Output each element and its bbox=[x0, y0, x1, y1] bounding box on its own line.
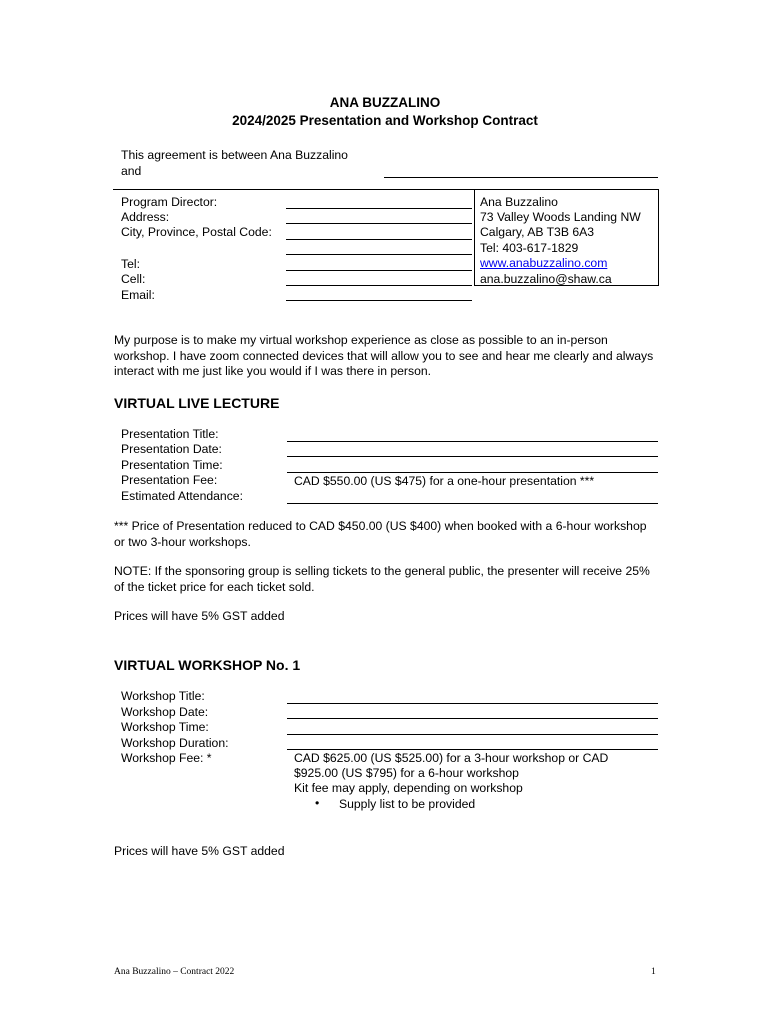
presentation-date-field[interactable] bbox=[287, 456, 658, 457]
label-program-director: Program Director: bbox=[121, 195, 218, 209]
document-name: ANA BUZZALINO bbox=[329, 95, 441, 110]
label-workshop-duration: Workshop Duration: bbox=[121, 736, 229, 750]
tel-field[interactable] bbox=[286, 270, 472, 271]
workshop-time-field[interactable] bbox=[287, 734, 658, 735]
address-extra-field[interactable] bbox=[286, 254, 472, 255]
label-cell: Cell: bbox=[121, 272, 146, 286]
label-estimated-attendance: Estimated Attendance: bbox=[121, 489, 243, 503]
city-province-postal-field[interactable] bbox=[286, 239, 472, 240]
workshop-fee-line-1: CAD $625.00 (US $525.00) for a 3-hour workshop or CAD bbox=[294, 751, 609, 765]
workshop-title-field[interactable] bbox=[287, 703, 658, 704]
kit-fee-note: Kit fee may apply, depending on workshop bbox=[294, 781, 523, 795]
purpose-paragraph: My purpose is to make my virtual workshop experience as close as possible to an in-person workshop. I have zoom connected devices that will allow you to see and hear me clearly and always interact with me just like you would if I was there in person. bbox=[114, 333, 654, 378]
address-field[interactable] bbox=[286, 223, 472, 224]
presenter-city: Calgary, AB T3B 6A3 bbox=[480, 225, 595, 239]
supply-list-item: Supply list to be provided bbox=[339, 797, 476, 811]
workshop-duration-field[interactable] bbox=[287, 749, 658, 750]
program-director-field[interactable] bbox=[286, 208, 472, 209]
label-workshop-fee: Workshop Fee: * bbox=[121, 751, 212, 765]
label-tel: Tel: bbox=[121, 257, 140, 271]
workshop-gst-note: Prices will have 5% GST added bbox=[114, 844, 285, 858]
cell-field[interactable] bbox=[286, 285, 472, 286]
label-workshop-date: Workshop Date: bbox=[121, 705, 209, 719]
presenter-tel: Tel: 403-617-1829 bbox=[480, 241, 579, 255]
agreement-party-field[interactable] bbox=[384, 177, 658, 178]
label-presentation-date: Presentation Date: bbox=[121, 442, 222, 456]
label-email: Email: bbox=[121, 288, 155, 302]
presentation-fee-value: CAD $550.00 (US $475) for a one-hour presentation *** bbox=[294, 474, 595, 488]
page-number: 1 bbox=[651, 967, 656, 977]
workshop-date-field[interactable] bbox=[287, 718, 658, 719]
label-presentation-fee: Presentation Fee: bbox=[121, 473, 218, 487]
presenter-street: 73 Valley Woods Landing NW bbox=[480, 210, 641, 224]
label-city-province-postal: City, Province, Postal Code: bbox=[121, 225, 272, 239]
presentation-time-field[interactable] bbox=[287, 472, 658, 473]
presenter-name: Ana Buzzalino bbox=[480, 195, 558, 209]
label-workshop-time: Workshop Time: bbox=[121, 720, 209, 734]
agreement-line-2: and bbox=[121, 164, 142, 178]
agreement-line-1: This agreement is between Ana Buzzalino bbox=[121, 148, 348, 162]
label-presentation-time: Presentation Time: bbox=[121, 458, 223, 472]
label-address: Address: bbox=[121, 210, 170, 224]
bullet-icon: • bbox=[315, 796, 320, 810]
presenter-website-link[interactable]: www.anabuzzalino.com bbox=[480, 256, 608, 270]
lecture-gst-note: Prices will have 5% GST added bbox=[114, 609, 285, 623]
estimated-attendance-field[interactable] bbox=[287, 503, 658, 504]
workshop-heading: VIRTUAL WORKSHOP No. 1 bbox=[114, 657, 301, 673]
presenter-email: ana.buzzalino@shaw.ca bbox=[480, 272, 612, 286]
footer-text: Ana Buzzalino – Contract 2022 bbox=[114, 967, 235, 977]
document-title: 2024/2025 Presentation and Workshop Contract bbox=[232, 113, 538, 128]
label-presentation-title: Presentation Title: bbox=[121, 427, 219, 441]
workshop-fee-line-2: $925.00 (US $795) for a 6-hour workshop bbox=[294, 766, 519, 780]
price-reduction-note: *** Price of Presentation reduced to CAD $450.00 (US $400) when booked with a 6-hour workshop or two 3-hour workshops. bbox=[114, 519, 647, 549]
label-workshop-title: Workshop Title: bbox=[121, 689, 205, 703]
email-field[interactable] bbox=[286, 300, 472, 301]
presentation-title-field[interactable] bbox=[287, 441, 658, 442]
lecture-heading: VIRTUAL LIVE LECTURE bbox=[114, 395, 280, 411]
ticket-sales-note: NOTE: If the sponsoring group is selling tickets to the general public, the presenter will receive 25% of the ticket price for each ticket sold. bbox=[114, 564, 650, 594]
